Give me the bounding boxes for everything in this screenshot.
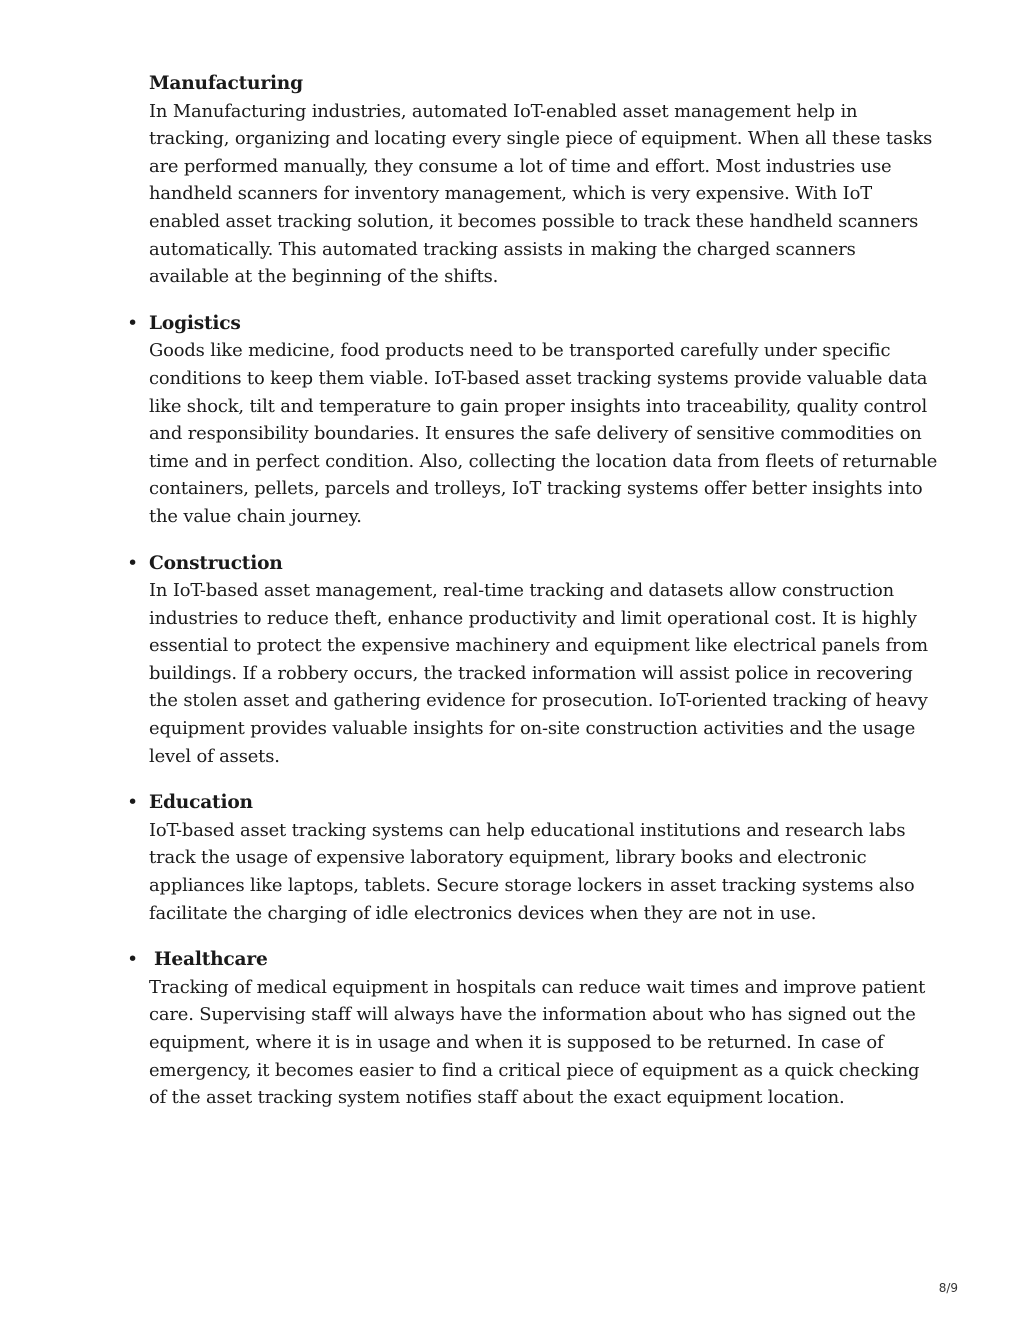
section-heading: Healthcare — [154, 949, 268, 971]
section-heading: Education — [149, 792, 253, 814]
document-content — [127, 70, 939, 1131]
section-body: Goods like medicine, food products need to be transported carefully under specific conditions to keep them viable. IoT-based asset tracking systems provide valuable data like shock, tilt and temperature to gain proper insights into traceability, quality control and responsibility boundaries. It ensures the safe delivery of sensitive commodities on time and in perfect condition. Also, collecting the location data from fleets of returnable containers, pellets, parcels and trolleys, IoT tracking systems offer better insights into the value chain journey. — [149, 340, 938, 527]
bullet-icon: • — [127, 948, 139, 971]
bullet-icon: • — [127, 551, 139, 574]
section-body: Tracking of medical equipment in hospitals can reduce wait times and improve patient care. Supervising staff will always have the information about who has signed out the equipment, where it is in usage and when it is supposed to be returned. In case of emergency, it becomes easier to find a critical piece of equipment as a quick checking of the asset tracking system notifies staff about the exact equipment location. — [149, 976, 926, 1109]
bullet-icon: • — [127, 791, 139, 814]
section-construction — [127, 550, 939, 771]
bullet-icon: • — [127, 311, 139, 334]
section-education — [127, 789, 939, 927]
section-heading: Logistics — [149, 312, 241, 334]
section-manufacturing — [149, 70, 939, 291]
section-heading: Construction — [149, 552, 283, 574]
section-healthcare — [127, 946, 939, 1112]
page-number: 8/9 — [938, 1281, 958, 1295]
section-logistics — [127, 310, 939, 531]
section-heading: Manufacturing — [149, 73, 303, 94]
section-body: In IoT-based asset management, real-time tracking and datasets allow construction industries to reduce theft, enhance productivity and limit operational cost. It is highly essential to protect the expensive machinery and equipment like electrical panels from buildings. If a robbery occurs, the tracked information will assist police in recovering the stolen asset and gathering evidence for prosecution. IoT-oriented tracking of heavy equipment provides valuable insights for on-site construction activities and the usage level of assets. — [149, 580, 928, 767]
section-body: IoT-based asset tracking systems can help educational institutions and research labs track the usage of expensive laboratory equipment, library books and electronic appliances like laptops, tablets. Secure storage lockers in asset tracking systems also facilitate the charging of idle electronics devices when they are not in use. — [149, 819, 915, 924]
section-body: In Manufacturing industries, automated IoT-enabled asset management help in tracking, organizing and locating every single piece of equipment. When all these tasks are performed manually, they consume a lot of time and effort. Most industries use handheld scanners for inventory management, which is very expensive. With IoT enabled asset tracking solution, it becomes possible to track these handheld scanners automatically. This automated tracking assists in making the charged scanners available at the beginning of the shifts. — [149, 100, 933, 288]
